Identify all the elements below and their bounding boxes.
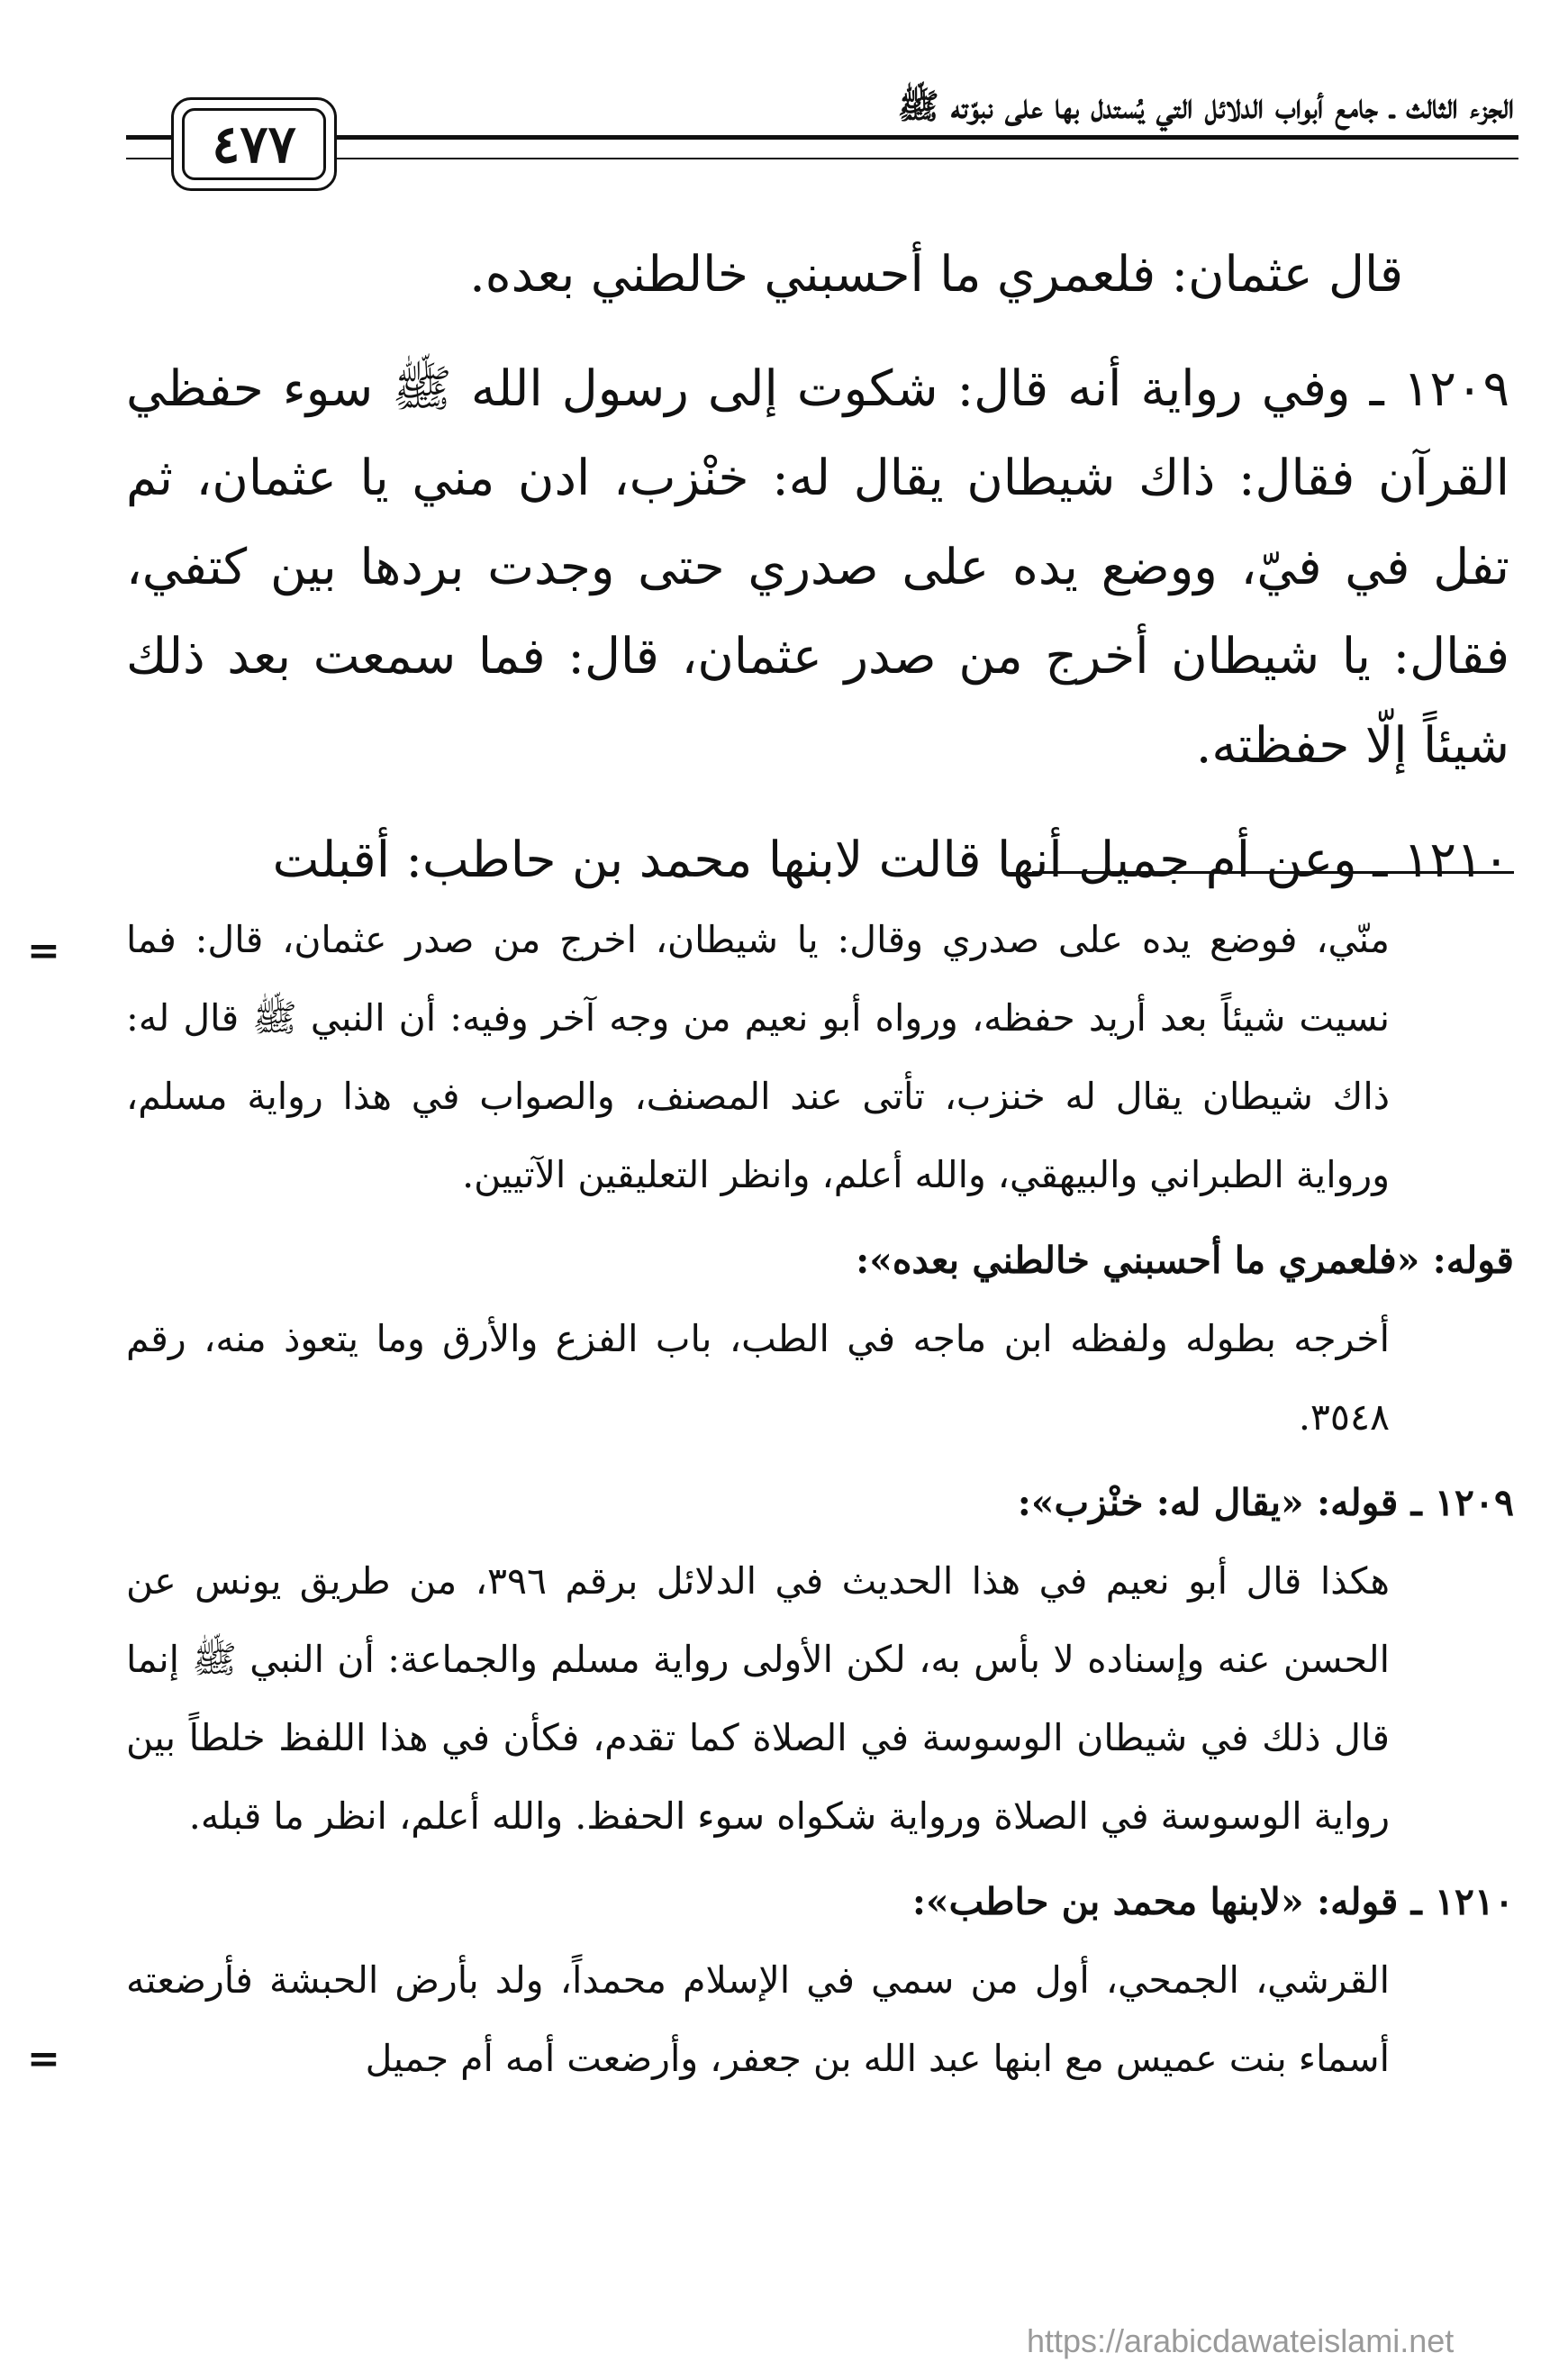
paragraph-hadith-1209: ١٢٠٩ ـ وفي رواية أنه قال: شكوت إلى رسول الله ﷺ سوء حفظي القرآن فقال: ذاك شيطان يقال له: خنْزب، ادن مني يا عثمان، ثم تفل في فيّ، ووضع يده على صدري حتى وجدت بردها بين كتفي، فقال: يا شيطان أخرج من صدر عثمان، قال: فما سمعت بعد ذلك شيئاً إلّا حفظته. [126, 359, 1509, 774]
footnote-text-1: أخرجه بطوله ولفظه ابن ماجه في الطب، باب الفزع والأرق وما يتعوذ منه، رقم ٣٥٤٨. [126, 1317, 1390, 1439]
main-text [126, 230, 1509, 930]
running-title: الجزء الثالث ـ جامع أبواب الدلائل التي يُستدل بها على نبوّته ﷺ [897, 86, 1514, 126]
watermark-url: https://arabicdawateislami.net [1027, 2322, 1455, 2359]
paragraph-hadith-1210: ١٢١٠ ـ وعن أم جميل أنها قالت لابنها محمد بن حاطب: أقبلت [272, 831, 1509, 888]
continuation-marker: = [27, 928, 60, 974]
footnote-separator [1032, 871, 1514, 874]
footnote-text-1210 [27, 1941, 1514, 2098]
footnote-heading-1: قوله: «فلعمري ما أحسبني خالطني بعده»: [856, 1239, 1514, 1282]
footnote-continuation [27, 901, 1514, 1214]
footnote-heading-1210: ١٢١٠ ـ قوله: «لابنها محمد بن حاطب»: [911, 1880, 1514, 1923]
page-number: ٤٧٧ [182, 108, 326, 180]
footnote-text-1209: هكذا قال أبو نعيم في هذا الحديث في الدلائل برقم ٣٩٦، من طريق يونس عن الحسن عنه وإسناده لا بأس به، لكن الأولى رواية مسلم والجماعة: أن النبي ﷺ إنما قال ذلك في شيطان الوسوسة في الصلاة كما تقدم، فكأن في هذا اللفظ خلطاً بين رواية الوسوسة في الصلاة ورواية شكواه سوء الحفظ. والله أعلم، انظر ما قبله. [126, 1559, 1390, 1838]
footnotes [27, 901, 1514, 2098]
footnote-text-1210-content: القرشي، الجمحي، أول من سمي في الإسلام محمداً، ولد بأرض الحبشة فأرضعته أسماء بنت عميس مع ابنها عبد الله بن جعفر، وأرضعت أمه أم جميل [126, 1958, 1390, 2080]
page-number-frame [171, 97, 337, 191]
end-marker: = [27, 2036, 60, 2082]
paragraph-opening: قال عثمان: فلعمري ما أحسبني خالطني بعده. [469, 245, 1403, 303]
footnote-heading-1209: ١٢٠٩ ـ قوله: «يقال له: خنْزب»: [1017, 1481, 1514, 1524]
footnote-continuation-text: منّي، فوضع يده على صدري وقال: يا شيطان، اخرج من صدر عثمان، قال: فما نسيت شيئاً بعد أريد حفظه، ورواه أبو نعيم من وجه آخر وفيه: أن النبي ﷺ قال له: ذاك شيطان يقال له خنزب، تأتى عند المصنف، والصواب في هذا رواية مسلم، ورواية الطبراني والبيهقي، والله أعلم، وانظر التعليقين الآتيين. [126, 918, 1390, 1196]
